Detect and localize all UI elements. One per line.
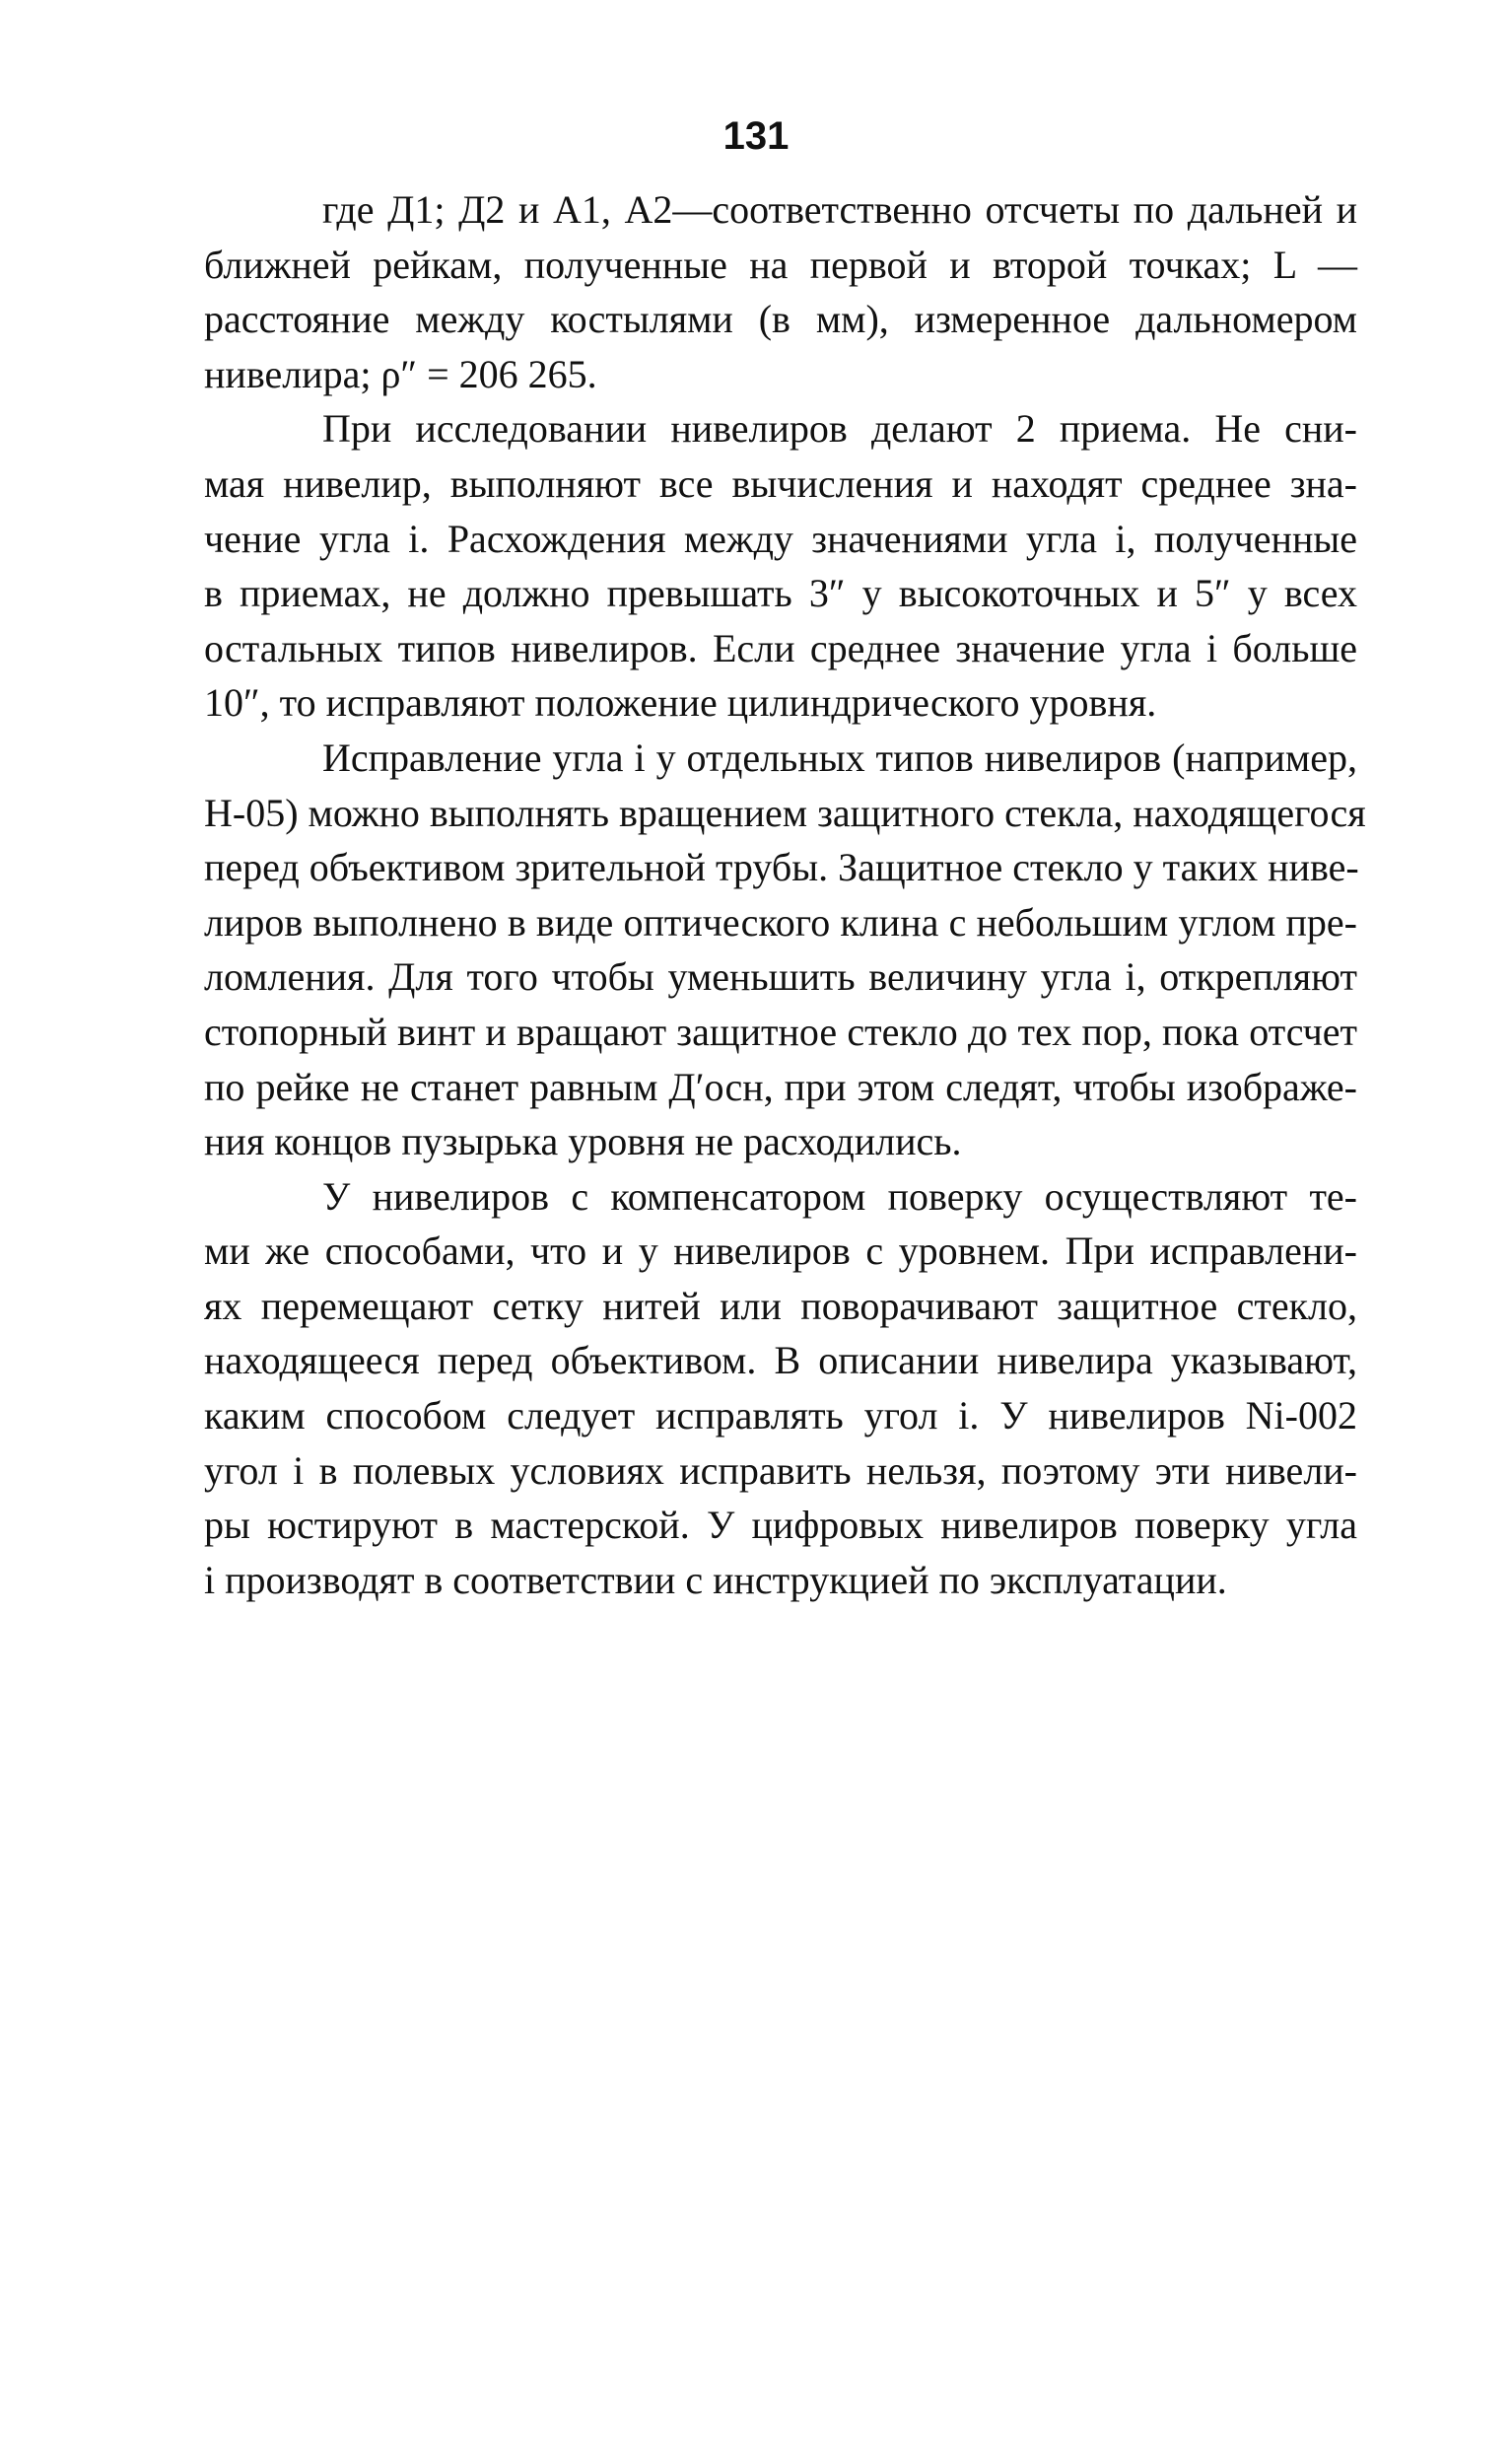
text-line: Исправление угла i у отдельных типов нивелиров (например, [322,735,1357,780]
text-line: находящееся перед объективом. В описании нивелира указывают, [204,1338,1357,1383]
paragraph-compensator-check [204,1169,1357,1608]
text-line: где Д1; Д2 и А1, А2—соответственно отсчеты по дальней и [322,187,1357,232]
text-line: в приемах, не должно превышать 3″ у высокоточных и 5″ у всех [204,571,1357,616]
text-line: 10″, то исправляют положение цилиндрического уровня. [204,680,1157,726]
text-line: остальных типов нивелиров. Если среднее значение угла i больше [204,625,1357,670]
text-line: Н-05) можно выполнять вращением защитного стекла, находящегося [204,790,1366,835]
text-line: чение угла i. Расхождения между значениями угла i, полученные [204,516,1357,561]
text-line: нивелира; ρ″ = 206 265. [204,351,597,396]
body-text [204,182,1366,1607]
text-line: У нивелиров с компенсатором поверку осуществляют те- [322,1173,1357,1219]
text-line: лиров выполнено в виде оптического клина с небольшим углом пре- [204,899,1357,945]
text-line: ния концов пузырька уровня не расходились. [204,1119,962,1164]
text-line: расстояние между костылями (в мм), измеренное дальномером [204,297,1357,342]
text-line: ры юстируют в мастерской. У цифровых нивелиров поверку угла [204,1503,1357,1548]
paragraph-formula-legend [204,182,1357,401]
text-line: ломления. Для того чтобы уменьшить величину угла i, открепляют [204,954,1357,1000]
text-line: ближней рейкам, полученные на первой и второй точках; L — [204,242,1357,287]
page-number: 131 [722,114,790,158]
paragraph-level-research [204,401,1357,731]
text-line: угол i в полевых условиях исправить нельзя, поэтому эти нивели- [204,1447,1357,1493]
text-line: каким способом следует исправлять угол i. У нивелиров Ni-002 [204,1393,1357,1438]
text-line: перед объективом зрительной трубы. Защитное стекло у таких ниве- [204,845,1359,890]
text-line: ях перемещают сетку нитей или поворачивают защитное стекло, [204,1283,1357,1328]
text-line: стопорный винт и вращают защитное стекло до тех пор, пока отсчет [204,1009,1357,1054]
paragraph-angle-correction [204,731,1366,1169]
text-line: по рейке не станет равным Д′осн, при этом следят, чтобы изображе- [204,1064,1357,1109]
text-line: i производят в соответствии с инструкцией по эксплуатации. [204,1557,1227,1602]
text-line: мая нивелир, выполняют все вычисления и находят среднее зна- [204,460,1357,506]
text-line: ми же способами, что и у нивелиров с уровнем. При исправлени- [204,1228,1357,1274]
text-line: При исследовании нивелиров делают 2 приема. Не сни- [322,406,1357,452]
